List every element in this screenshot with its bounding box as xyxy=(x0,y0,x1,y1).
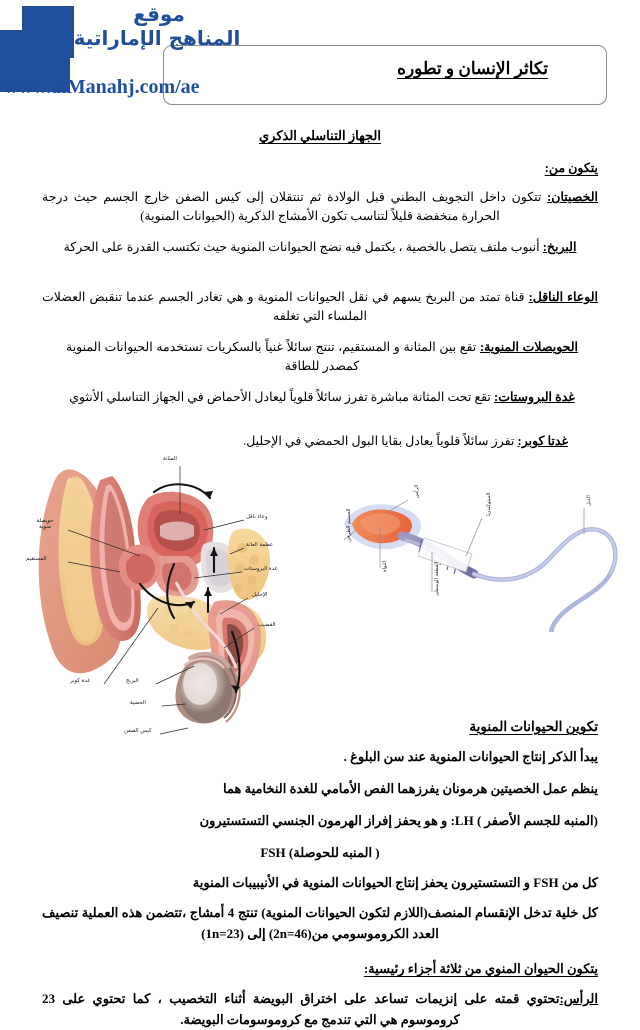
male-reproductive-anatomy-figure xyxy=(8,452,326,752)
part-text: تفرز سائلاً قلوياً يعادل بقايا البول الحمضي في الإحليل. xyxy=(243,434,515,448)
label-testis: الخصية xyxy=(130,700,146,706)
part-term: غدتا كوبر: xyxy=(517,434,568,448)
spermatogenesis-heading-wrap xyxy=(469,718,598,736)
section-title: الجهاز التناسلي الذكري xyxy=(258,128,382,143)
label-middle-piece: القطعة الوسطى xyxy=(434,561,440,596)
part-term: غدة البروستات: xyxy=(494,390,575,404)
label-penis: القضيب xyxy=(258,622,276,628)
part-term: الخصيتان: xyxy=(547,190,598,204)
part-term: البربخ: xyxy=(542,240,577,254)
figures-area xyxy=(0,452,640,752)
line-fsh-testosterone: كل من FSH و التستستيرون يحفز إنتاج الحيوانات المنوية في الأنيبيبات المنوية xyxy=(192,875,598,890)
sperm-part-text: تحتوي قمته على إنزيمات تساعد على اختراق البويضة أثناء التخصيب ، كما تحتوي على 23 كروموسوم هي التي تندمج مع كروموسومات البويضة. xyxy=(42,991,560,1028)
part-term: الحويصلات المنوية: xyxy=(479,340,579,354)
spermatogenesis-line xyxy=(42,778,598,799)
label-epididymis: البربخ xyxy=(126,678,139,684)
sperm-part-term: الرأس: xyxy=(559,991,598,1006)
label-vas-deferens: وعاء ناقل xyxy=(246,514,268,520)
line-lh: (المنبه للجسم الأصفر ) LH: و هو يحفز إفراز الهرمون الجنسي التستستيرون xyxy=(199,813,598,828)
line-fsh: ( المنبه للحوصلة) FSH xyxy=(260,845,380,860)
watermark-url: www.alManahj.com/ae xyxy=(4,76,200,98)
part-text: تقع تحت المثانة مباشرة تفرز سائلاً قلوياً ليعادل الأحماض في الجهاز التناسلي الأنثوي xyxy=(69,390,491,404)
anatomy-illustration xyxy=(8,452,326,752)
spermatogenesis-line xyxy=(42,902,598,944)
part-entry xyxy=(42,238,598,257)
label-scrotum: كيس الصفن xyxy=(124,728,152,734)
spermatogenesis-line xyxy=(42,842,598,863)
part-text: تتكون داخل التجويف البطني قبل الولادة ثم تنتقلان إلى كيس الصفن خارج الجسم حيث درجة الحرارة منخفضة قليلاً لتناسب تكون الأمشاج الذكرية (الحيوانات المنوية) xyxy=(42,190,542,224)
label-seminal-vesicle-line2: منوية xyxy=(39,524,51,531)
spermatogenesis-line xyxy=(42,746,598,767)
part-text: قناة تمتد من البربخ يسهم في نقل الحيوانات المنوية و هي تغادر الجسم عندما تنقبض العضلات الملساء التي تغلفه xyxy=(42,290,525,324)
spermatogenesis-line xyxy=(42,810,598,831)
watermark-line1: موقع xyxy=(133,2,185,26)
label-prostate: غدة البروستات xyxy=(244,566,278,572)
label-seminal-vesicle xyxy=(24,518,66,531)
part-entry xyxy=(66,338,578,377)
page-title: تكاثر الإنسان و تطوره xyxy=(397,59,548,78)
label-mitochondria: الميتوكندريا xyxy=(486,492,492,516)
line-hormones: ينظم عمل الخصيتين هرمونان يفرزهما الفص الأمامي للغدة النخامية هما xyxy=(223,781,598,796)
label-pubic-bone: عظمة العانة xyxy=(246,542,274,548)
sperm-parts-heading-wrap xyxy=(42,958,598,979)
label-urethra: الإحليل xyxy=(252,592,268,598)
site-watermark xyxy=(0,0,250,112)
label-seminal-vesicle-line1: حويصلة xyxy=(36,518,54,524)
watermark-line2: المناهج الإماراتية xyxy=(73,26,241,50)
part-entry xyxy=(42,188,598,227)
sperm-parts-heading: يتكون الحيوان المنوي من ثلاثة أجزاء رئيسية: xyxy=(363,961,598,976)
label-acrosome: الجسيم الطرفي xyxy=(346,508,352,542)
line-meiosis: كل خلية تدخل الإنقسام المنصف(اللازم لتكون الحيوانات المنوية) تنتج 4 أمشاج ،تتضمن هذه العملية تنصيف العدد الكروموسومي من(2n=46) إلى (1n=23) xyxy=(42,905,598,942)
part-text: أنبوب ملتف يتصل بالخصية ، يكتمل فيه نضج الحيوانات المنوية حيث تكتسب القدرة على الحركة xyxy=(63,240,540,254)
part-term: الوعاء الناقل: xyxy=(528,290,599,304)
label-rectum: المستقيم xyxy=(26,556,47,562)
part-text: تقع بين المثانة و المستقيم، تنتج سائلاً غنياً بالسكريات تستخدمه الحيوانات المنوية كمصدر للطاقة xyxy=(66,340,477,374)
part-entry xyxy=(42,288,598,327)
label-bladder: المثانة xyxy=(163,456,177,462)
part-entry xyxy=(66,388,578,407)
label-tail: الذيل xyxy=(586,495,592,506)
spermatogenesis-heading: تكوين الحيوانات المنوية xyxy=(469,719,598,734)
label-nucleus: النواة xyxy=(382,560,388,572)
sperm-cell-figure xyxy=(336,482,636,632)
label-head: الرأس xyxy=(414,484,420,498)
line-puberty: يبدأ الذكر إنتاج الحيوانات المنوية عند سن البلوغ . xyxy=(343,749,598,764)
part-entry xyxy=(98,432,568,451)
composed-of-label: يتكون من: xyxy=(544,161,598,175)
spermatogenesis-line xyxy=(42,872,598,893)
label-cowper-gland: غدة كوبر xyxy=(70,678,91,684)
